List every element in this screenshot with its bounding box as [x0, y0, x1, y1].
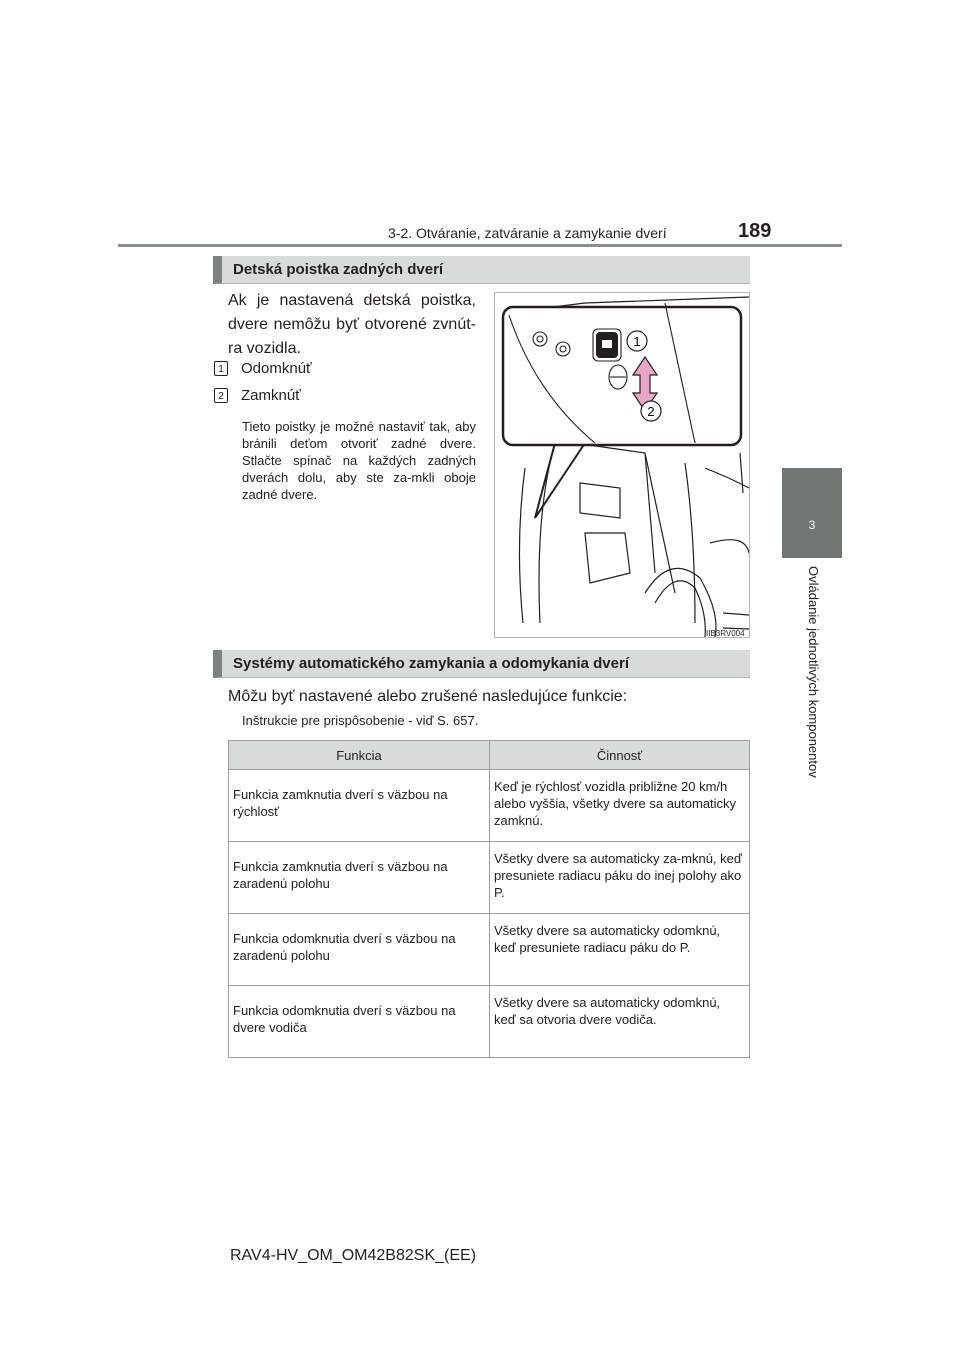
section-heading-text: Systémy automatického zamykania a odomykania dverí	[233, 655, 629, 672]
table-cell-action: Všetky dvere sa automaticky odomknú, keď presuniete radiacu páku do P.	[490, 914, 750, 986]
header-rule	[118, 244, 842, 247]
table-cell-action: Keď je rýchlosť vozidla približne 20 km/h alebo vyššia, všetky dvere sa automaticky zamknú.	[490, 770, 750, 842]
figure-code: IIB3RV004	[706, 629, 745, 638]
table-cell-action: Všetky dvere sa automaticky za-mknú, keď presuniete radiacu páku do inej polohy ako P.	[490, 842, 750, 914]
table-header-row	[229, 741, 750, 770]
table-cell-action: Všetky dvere sa automaticky odomknú, keď sa otvoria dvere vodiča.	[490, 986, 750, 1058]
number-badge: 2	[214, 388, 228, 403]
child-lock-note: Tieto poistky je možné nastaviť tak, aby bránili deťom otvoriť zadné dvere. Stlačte spínač na každých zadných dverách dolu, aby ste za-mkli oboje zadné dvere.	[242, 419, 476, 502]
door-lock-drawing	[495, 293, 749, 637]
number-badge: 1	[214, 361, 228, 376]
callout-2: 2	[647, 404, 655, 419]
column-header-function: Funkcia	[229, 741, 490, 770]
callout-1: 1	[633, 334, 641, 349]
table-cell-function: Funkcia zamknutia dverí s väzbou na zaradenú polohu	[229, 842, 490, 914]
child-lock-intro: Ak je nastavená detská poistka, dvere nemôžu byť otvorené zvnút-ra vozidla.	[228, 292, 476, 357]
section-heading-child-lock	[213, 256, 750, 284]
rear-door-illustration	[494, 292, 750, 638]
list-item-text: Odomknúť	[241, 360, 312, 377]
manual-code-footer: RAV4-HV_OM_OM42B82SK_(EE)	[230, 1247, 477, 1264]
table-cell-function: Funkcia zamknutia dverí s väzbou na rýchlosť	[229, 770, 490, 842]
table-cell-function: Funkcia odomknutia dverí s väzbou na zaradenú polohu	[229, 914, 490, 986]
running-header-section: 3-2. Otváranie, zatváranie a zamykanie dverí	[388, 225, 667, 241]
section-heading-text: Detská poistka zadných dverí	[233, 261, 444, 278]
table-row	[229, 770, 750, 842]
column-header-action: Činnosť	[490, 741, 750, 770]
auto-locking-text: Môžu byť nastavené alebo zrušené nasledujúce funkcie:	[228, 688, 628, 705]
chapter-tab	[782, 468, 842, 558]
table-cell-function: Funkcia odomknutia dverí s väzbou na dvere vodiča	[229, 986, 490, 1058]
functions-table	[228, 740, 750, 1058]
page-number: 189	[738, 220, 772, 242]
list-item-text: Zamknúť	[241, 387, 301, 404]
section-heading-auto-locking	[213, 650, 750, 678]
table-row	[229, 842, 750, 914]
table-row	[229, 986, 750, 1058]
chapter-tab-number: 3	[808, 518, 816, 532]
chapter-side-label: Ovládanie jednotlivých komponentov	[806, 566, 821, 778]
table-row	[229, 914, 750, 986]
auto-locking-note: Inštrukcie pre prispôsobenie - viď S. 657.	[242, 713, 479, 728]
